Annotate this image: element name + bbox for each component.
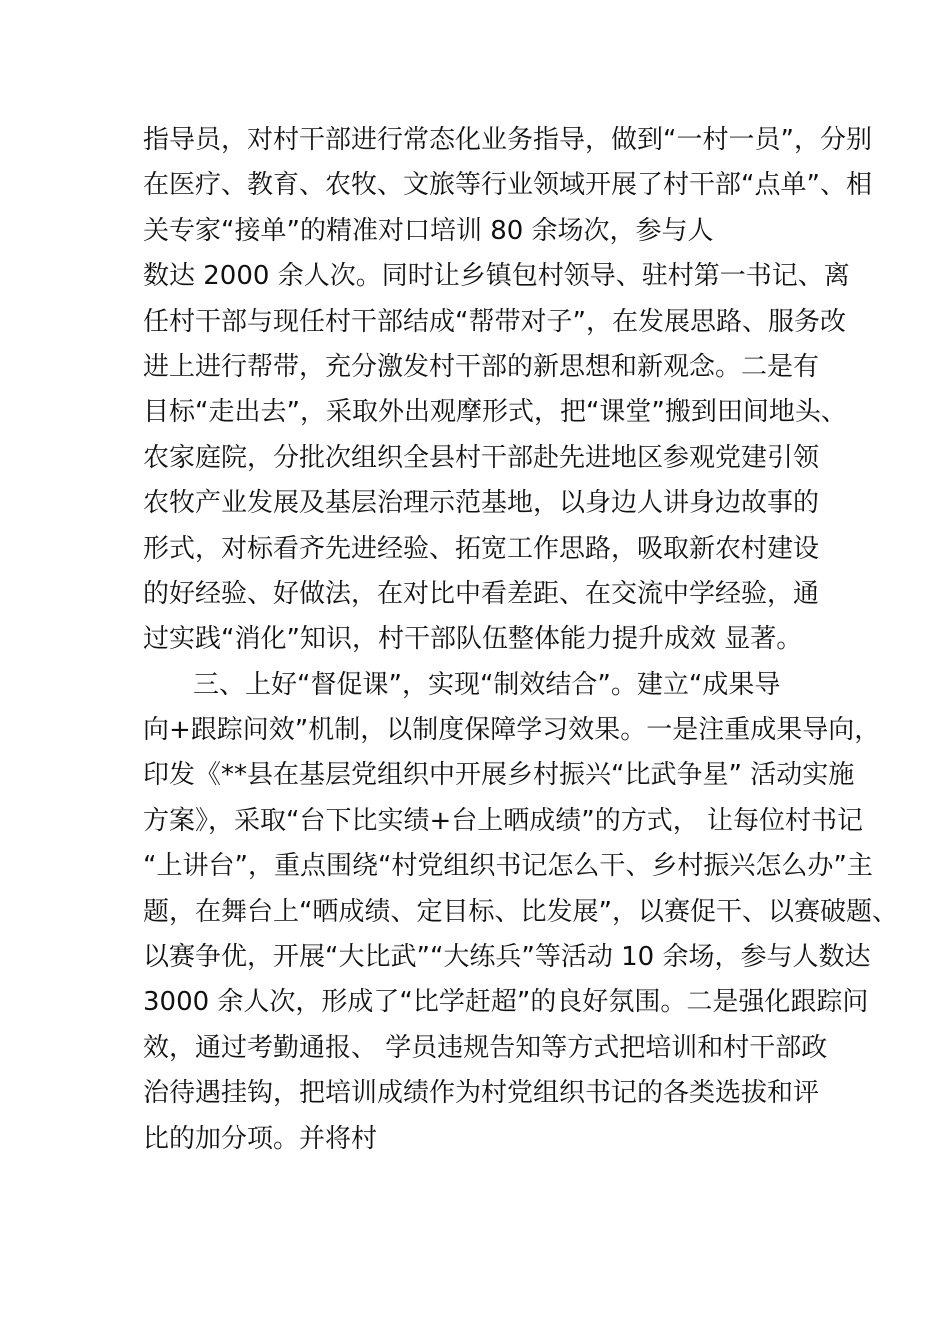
text-line: 过实践“消化”知识，村干部队伍整体能力提升成效 显著。 xyxy=(143,624,803,655)
text-line: 任村干部与现任村干部结成“帮带对子”，在发展思路、服务改 xyxy=(143,306,846,337)
text-line: 指导员，对村干部进行常态化业务指导，做到“一村一员”，分别 xyxy=(143,125,872,155)
text-line: 数达 2000 余人次。同时让乡镇包村领导、驻村第一书记、离 xyxy=(143,261,850,292)
text-line: 三、上好“督促课”，实现“制效结合”。建立“成果导 xyxy=(193,669,781,700)
text-line: 效，通过考勤通报、 学员违规告知等方式把培训和村干部政 xyxy=(143,1032,828,1063)
text-line: 印发《**县在基层党组织中开展乡村振兴“比武争星” 活动实施 xyxy=(143,760,855,791)
text-line: 向+跟踪问效”机制，以制度保障学习效果。一是注重成果导向， xyxy=(143,715,881,746)
text-line: 题，在舞台上“晒成绩、定目标、比发展”，以赛促干、以赛破题、 xyxy=(143,896,898,927)
text-line: “上讲台”，重点围绕“村党组织书记怎么干、乡村振兴怎么办”主 xyxy=(143,851,873,882)
text-line: 的好经验、好做法，在对比中看差距、在交流中学经验，通 xyxy=(143,578,820,609)
text-line: 农家庭院，分批次组织全县村干部赴先进地区参观党建引领 xyxy=(143,442,820,473)
text-line: 在医疗、教育、农牧、文旅等行业领域开展了村干部“点单”、相 xyxy=(143,170,872,201)
text-line: 3000 余人次，形成了“比学赶超”的良好氛围。二是强化跟踪问 xyxy=(143,987,869,1018)
text-line: 关专家“接单”的精准对口培训 80 余场次，参与人 xyxy=(143,215,714,246)
text-line: 以赛争优，开展“大比武”“大练兵”等活动 10 余场，参与人数达 xyxy=(143,942,871,973)
text-line: 方案》，采取“台下比实绩+台上晒成绩”的方式， 让每位村书记 xyxy=(143,805,863,836)
text-line: 进上进行帮带，充分激发村干部的新思想和新观念。二是有 xyxy=(143,351,820,382)
body-text xyxy=(143,118,898,1162)
text-line: 目标“走出去”，采取外出观摩形式，把“课堂”搬到田间地头、 xyxy=(143,397,847,428)
text-line: 比的加分项。并将村 xyxy=(143,1123,378,1154)
text-line: 形式，对标看齐先进经验、拓宽工作思路，吸取新农村建设 xyxy=(143,533,820,564)
text-line: 治待遇挂钩，把培训成绩作为村党组织书记的各类选拔和评 xyxy=(143,1078,820,1109)
text-line: 农牧产业发展及基层治理示范基地，以身边人讲身边故事的 xyxy=(143,488,820,519)
